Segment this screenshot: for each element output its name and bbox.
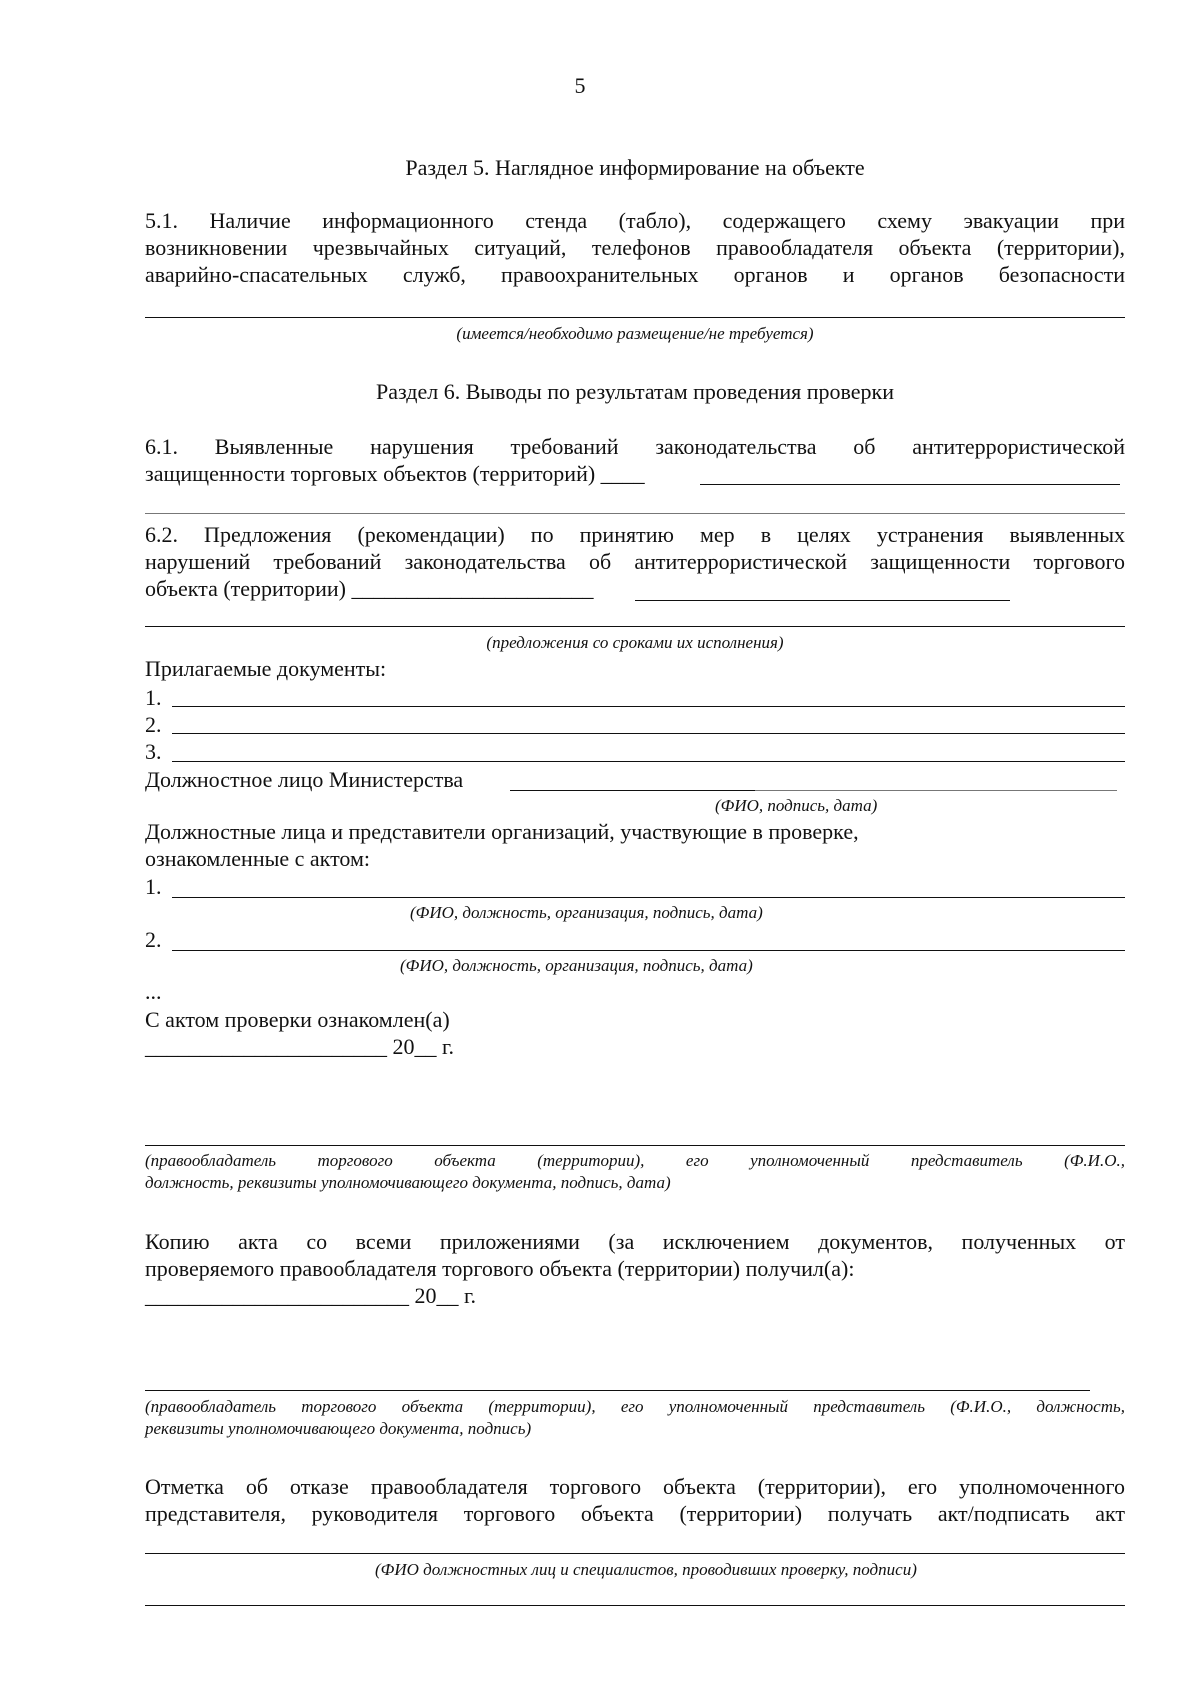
attachment-num-1: 1. — [145, 685, 162, 710]
refusal-caption: (ФИО должностных лиц и специалистов, проводивших проверку, подписи) — [375, 1560, 917, 1579]
section5-heading: Раздел 5. Наглядное информирование на объекте — [405, 155, 865, 180]
acquaint-label: С актом проверки ознакомлен(а) — [145, 1007, 450, 1032]
item-6-1-fill-line-2[interactable] — [145, 513, 1125, 514]
participants-line2: ознакомленные с актом: — [145, 846, 371, 871]
item-6-2-line1: 6.2. Предложения (рекомендации) по принятию мер в целях устранения выявленных — [145, 522, 1125, 547]
acquaint-caption-line2: должность, реквизиты уполномочивающего документа, подпись, дата) — [145, 1173, 671, 1192]
item-6-2-line2: нарушений требований законодательства об антитеррористической защищенности торгового — [145, 549, 1125, 574]
item-6-2-line3: объекта (территории) ______________________ — [145, 576, 594, 601]
attachments-label: Прилагаемые документы: — [145, 656, 387, 681]
section6-heading: Раздел 6. Выводы по результатам проведения проверки — [375, 379, 895, 404]
refusal-fill-line[interactable] — [145, 1553, 1125, 1554]
attachment-line-3[interactable] — [172, 761, 1125, 762]
refusal-fill-line-2[interactable] — [145, 1605, 1125, 1606]
item-6-1-line2: защищенности торговых объектов (территорий) ____ — [145, 461, 645, 486]
copy-date-line[interactable]: ________________________ 20__ г. — [145, 1283, 477, 1308]
item-5-1-caption: (имеется/необходимо размещение/не требуется) — [456, 324, 814, 343]
item-6-1-fill-line[interactable] — [700, 484, 1120, 485]
item-6-2-fill-line[interactable] — [635, 600, 1010, 601]
participant-num-1: 1. — [145, 874, 162, 899]
refusal-line2: представителя, руководителя торгового объекта (территории) получать акт/подписать акт — [145, 1501, 1125, 1526]
attachment-line-1[interactable] — [172, 706, 1125, 707]
item-5-1-fill-line[interactable] — [145, 317, 1125, 318]
participant-caption-1: (ФИО, должность, организация, подпись, дата) — [410, 903, 763, 922]
item-5-1-line1: 5.1. Наличие информационного стенда (табло), содержащего схему эвакуации при — [145, 208, 1125, 233]
item-5-1-line3: аварийно-спасательных служб, правоохранительных органов и органов безопасности — [145, 262, 1125, 287]
acquaint-date-line[interactable]: ______________________ 20__ г. — [145, 1034, 455, 1059]
copy-line1: Копию акта со всеми приложениями (за исключением документов, полученных от — [145, 1229, 1125, 1254]
item-6-2-fill-line-2[interactable] — [145, 626, 1125, 627]
copy-line2: проверяемого правообладателя торгового объекта (территории) получил(а): — [145, 1256, 855, 1281]
acquaint-caption-line1: (правообладатель торгового объекта (территории), его уполномоченный представитель (Ф.И.О., — [145, 1151, 1125, 1170]
page-number: 5 — [574, 73, 586, 98]
participants-ellipsis: ... — [145, 979, 162, 1004]
official-caption: (ФИО, подпись, дата) — [715, 796, 878, 815]
participant-num-2: 2. — [145, 927, 162, 952]
copy-caption-line1: (правообладатель торгового объекта (территории), его уполномоченный представитель (Ф.И.О., должность, — [145, 1397, 1125, 1416]
copy-fill-line[interactable] — [145, 1390, 1090, 1391]
participant-caption-2: (ФИО, должность, организация, подпись, дата) — [400, 956, 753, 975]
participant-line-2[interactable] — [172, 950, 1125, 951]
copy-caption-line2: реквизиты уполномочивающего документа, подпись) — [145, 1419, 532, 1438]
official-label: Должностное лицо Министерства — [145, 767, 464, 792]
item-5-1-line2: возникновении чрезвычайных ситуаций, телефонов правообладателя объекта (территории), — [145, 235, 1125, 260]
item-6-1-line1: 6.1. Выявленные нарушения требований законодательства об антитеррористической — [145, 434, 1125, 459]
attachment-num-3: 3. — [145, 739, 162, 764]
acquaint-fill-line[interactable] — [145, 1145, 1125, 1146]
participants-line1: Должностные лица и представители организаций, участвующие в проверке, — [145, 819, 859, 844]
official-fill-line[interactable] — [510, 790, 755, 791]
attachment-line-2[interactable] — [172, 733, 1125, 734]
official-fill-line-2[interactable] — [755, 790, 1117, 791]
refusal-line1: Отметка об отказе правообладателя торгового объекта (территории), его уполномоченного — [145, 1474, 1125, 1499]
participant-line-1[interactable] — [172, 897, 1125, 898]
attachment-num-2: 2. — [145, 712, 162, 737]
item-6-2-caption: (предложения со сроками их исполнения) — [486, 633, 784, 652]
